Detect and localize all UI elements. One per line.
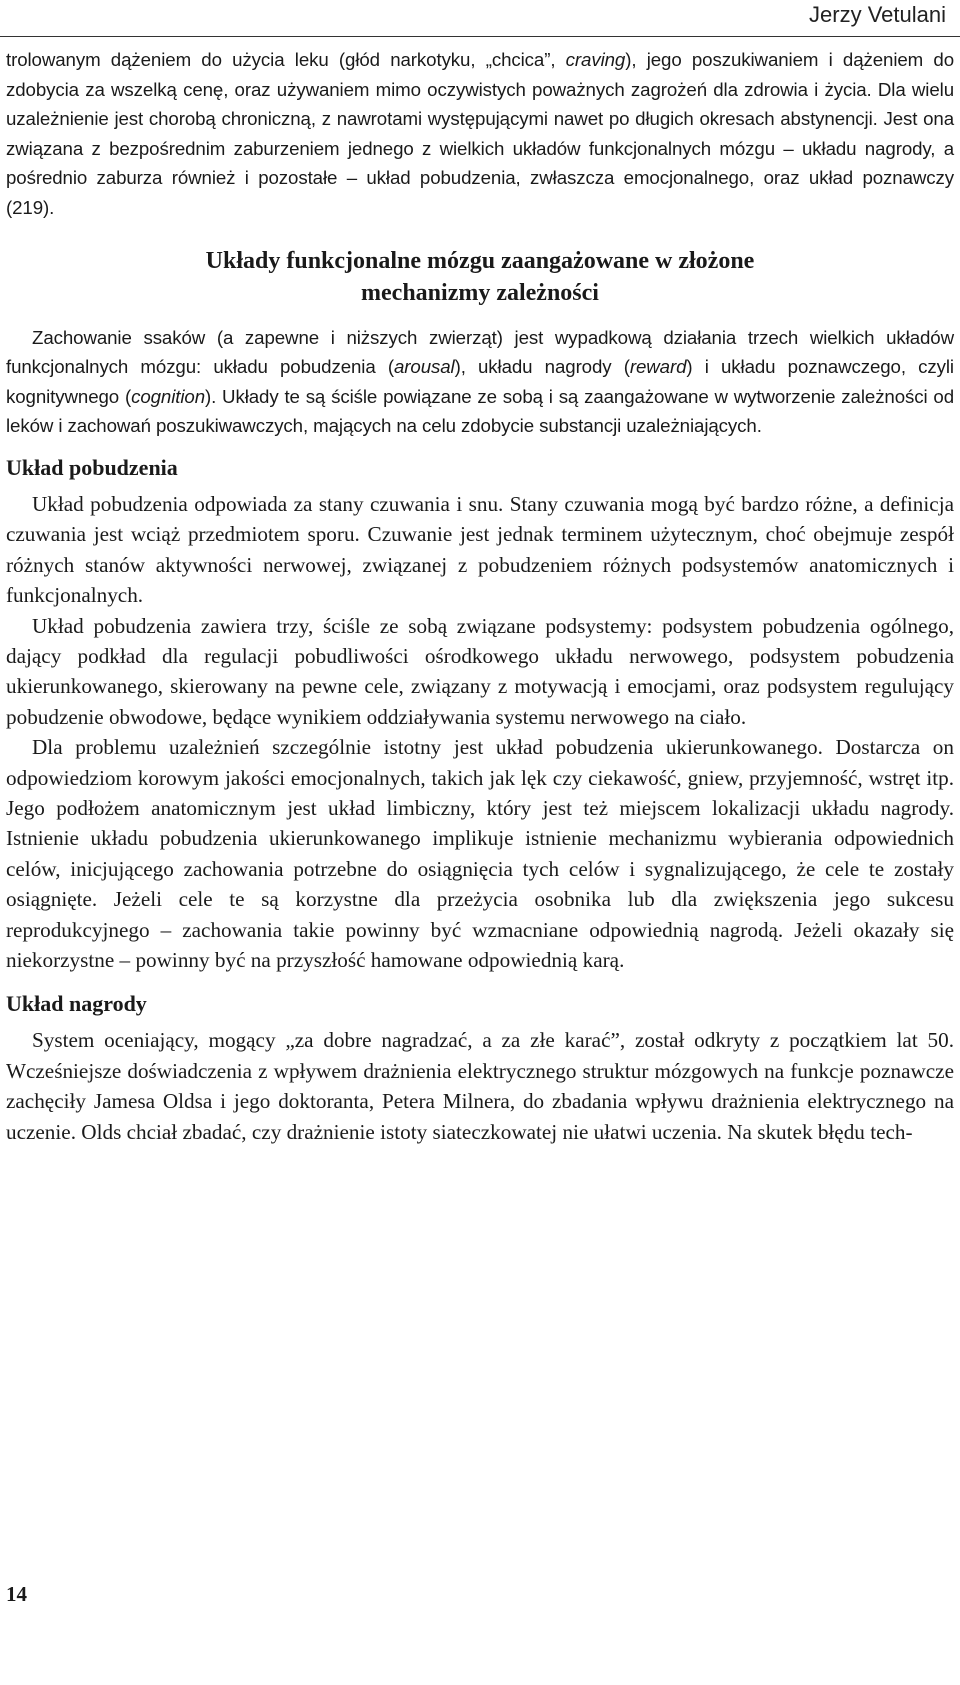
main-term-arousal: arousal [393, 356, 455, 378]
main-term-cognition: cognition [131, 385, 205, 407]
section-heading-main [6, 245, 954, 309]
intro-term-craving: craving [565, 49, 626, 70]
main-term-reward: reward [629, 356, 687, 378]
intro-text-a: trolowanym dążeniem do użycia leku (głód narkotyku, „chcica”, [6, 49, 566, 70]
running-header-author: Jerzy Vetulani [809, 2, 946, 27]
page-body [6, 45, 954, 1147]
arousal-paragraph-2: Układ pobudzenia zawiera trzy, ściśle ze sobą związane podsystemy: podsystem pobudzenia ogólnego, dający podkład dla regulacji pobudliwości ośrodkowego układu nerwowego, podsystem pobudzenia ukierunkowanego, skierowany na pewne cele, związany z motywacją i emocjami, oraz podsystem regulujący pobudzenie obwodowe, będące wynikiem oddziaływania systemu nerwowego na ciało. [6, 613, 954, 729]
main-text-d: ). Układy te są ściśle powiązane ze sobą i są zaangażowane w wytworzenie zależności od leków i zachowań poszukiwawczych, mających na celu zdobycie substancji uzależniających. [6, 385, 955, 437]
intro-text-b: ), jego poszukiwaniem i dążeniem do zdobycia za wszelką cenę, oraz używaniem mimo oczywistych poważnych zagrożeń dla zdrowia i życia. Dla wielu uzależnienie jest chorobą chroniczną, z nawrotami występującymi nawet po długich okresach abstynencji. Jest ona związana z bezpośrednim zaburzeniem jednego z wielkich układów funkcjonalnych mózgu – układu nagrody, a pośrednio zaburza również i pozostałe – układ pobudzenia, zwłaszcza emocjonalnego, oraz układ poznawczy (219). [6, 49, 954, 218]
section-heading-main-line2: mechanizmy zależności [361, 279, 599, 306]
section-heading-arousal: Układ pobudzenia [6, 454, 178, 480]
section-heading-main-line1: Układy funkcjonalne mózgu zaangażowane w złożone [205, 247, 755, 274]
page-number: 14 [6, 1582, 27, 1606]
header-rule [0, 36, 960, 37]
main-text-b: ), układu nagrody ( [454, 356, 630, 378]
main-text-a: Zachowanie ssaków (a zapewne i niższych zwierząt) jest wypadkową działania trzech wielkich układów funkcjonalnych mózgu: układu pobudzenia ( [6, 326, 954, 378]
arousal-paragraph-3: Dla problemu uzależnień szczególnie istotny jest układ pobudzenia ukierunkowanego. Dostarcza on odpowiedziom korowym jakości emocjonalnych, takich jak lęk czy ciekawość, gniew, przyjemność, wstręt itp. Jego podłożem anatomicznym jest układ limbiczny, który jest też miejscem lokalizacji układu nagrody. Istnienie układu pobudzenia ukierunkowanego implikuje istnienie mechanizmu wybierania odpowiednich celów, inicjującego zachowania potrzebne do osiągnięcia tych celów i sygnalizującego, że cele te zostały osiągnięte. Jeżeli cele te są korzystne dla przeżycia osobnika lub dla zwiększenia jego sukcesu reprodukcyjnego – zachowania takie powinny być wzmacniane odpowiednią nagrodą. Jeżeli okazały się niekorzystne – powinny być na przyszłość hamowane odpowiednią karą. [6, 735, 954, 973]
arousal-paragraph-1: Układ pobudzenia odpowiada za stany czuwania i snu. Stany czuwania mogą być bardzo różne, a definicja czuwania jest wciąż przedmiotem sporu. Czuwanie jest jednak terminem użytecznym, choć obejmuje zespół różnych stanów aktywności nerwowej, związanej z pobudzeniem różnych podsystemów anatomicznych i funkcjonalnych. [6, 491, 954, 608]
main-paragraph [6, 323, 954, 441]
section-heading-reward: Układ nagrody [6, 991, 147, 1017]
intro-paragraph [6, 45, 954, 223]
reward-paragraph-1: System oceniający, mogący „za dobre nagradzać, a za złe karać”, został odkryty z początkiem lat 50. Wcześniejsze doświadczenia z wpływem drażnienia elektrycznego struktur mózgowych na funkcje poznawcze zachęciły Jamesa Oldsa i jego doktoranta, Petera Milnera, do zbadania wpływu drażnienia elektrycznego na uczenie. Olds chciał zbadać, czy drażnienie istoty siateczkowatej nie ułatwi uczenia. Na skutek błędu tech- [6, 1028, 954, 1144]
main-text-c: ) i układu poznawczego, czyli kognitywnego ( [6, 356, 954, 407]
